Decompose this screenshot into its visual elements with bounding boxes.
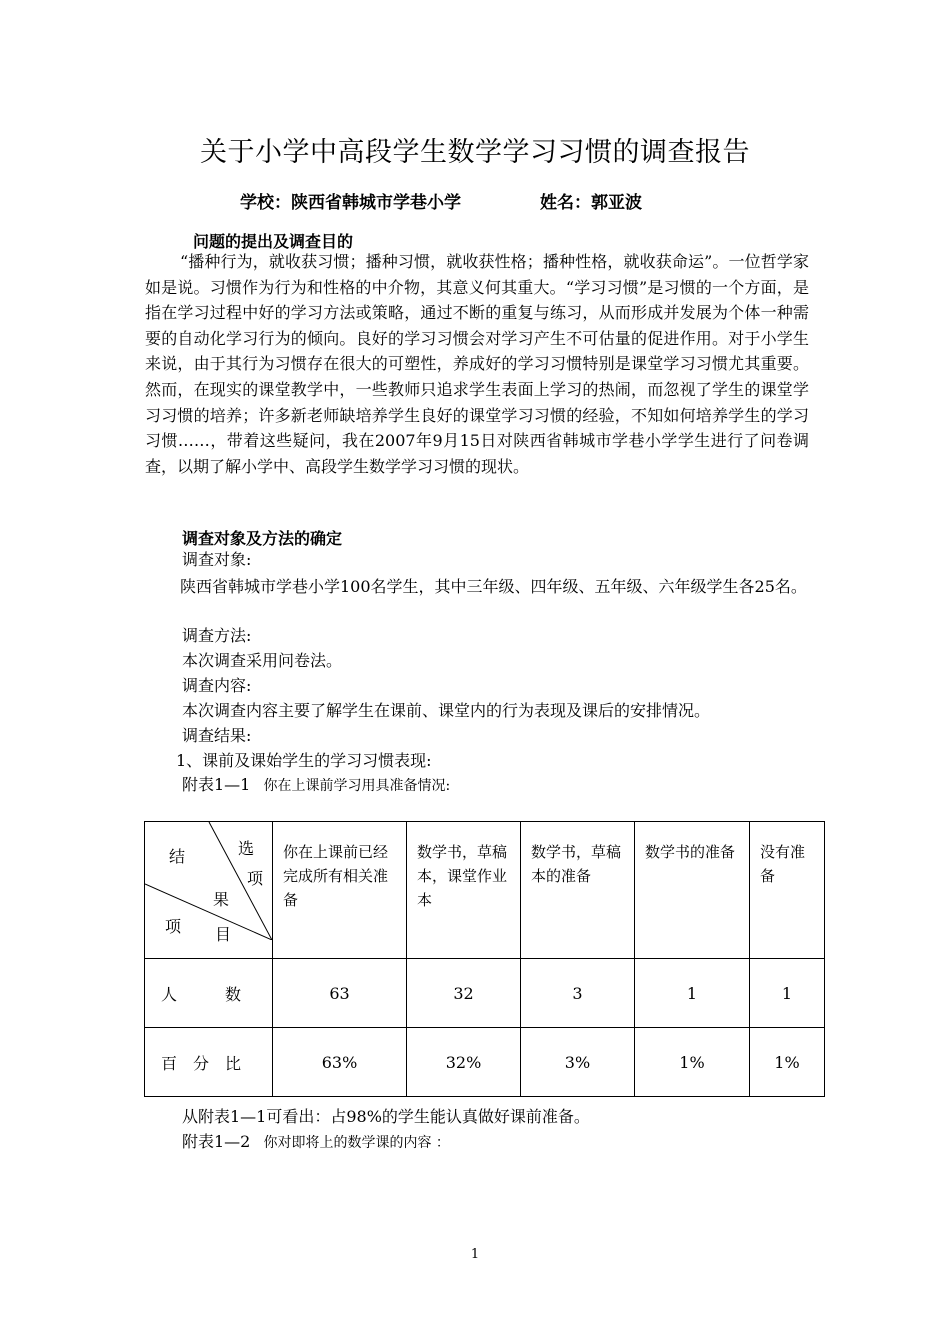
author-info: 姓名：郭亚波 bbox=[540, 193, 642, 213]
section1-paragraph: “播种行为，就收获习惯；播种习惯，就收获性格；播种性格，就收获命运”。一位哲学家如是说。习惯作为行为和性格的中介物，其意义何其重大。“学习习惯”是习惯的一个方面，是指在学习过程中好的学习方法或策略，通过不断的重复与练习，从而形成并发展为个体一种需要的自动化学习行为的倾向。良好的学习习惯会对学习产生不可估量的促进作用。对于小学生来说，由于其行为习惯存在很大的可塑性，养成好的学习习惯特别是课堂学习习惯尤其重要。然而，在现实的课堂教学中，一些教师只追求学生表面上学习的热闹，而忽视了学生的课堂学习习惯的培养；许多新老师缺培养学生良好的课堂学习习惯的经验，不知如何培养学生的学习习惯……，带着这些疑问，我在2007年9月15日对陕西省韩城市学巷小学学生进行了问卷调查，以期了解小学中、高段学生数学学习习惯的现状。 bbox=[145, 252, 809, 476]
result-label: 调查结果: bbox=[182, 726, 252, 745]
table2-caption-prefix: 附表1—2 bbox=[182, 1132, 251, 1151]
count-cell-2: 32 bbox=[407, 959, 521, 1028]
count-cell-4: 1 bbox=[635, 959, 750, 1028]
row-label-count: 人 数 bbox=[145, 959, 273, 1028]
corner-xiang-top: 项 bbox=[247, 869, 264, 888]
option-header-5: 没有准备 bbox=[750, 822, 825, 959]
percent-cell-1: 63% bbox=[273, 1028, 407, 1097]
percent-cell-5: 1% bbox=[750, 1028, 825, 1097]
option-header-4: 数学书的准备 bbox=[635, 822, 750, 959]
count-cell-5: 1 bbox=[750, 959, 825, 1028]
table1-caption bbox=[182, 774, 450, 797]
percent-cell-4: 1% bbox=[635, 1028, 750, 1097]
corner-xuan: 选 bbox=[238, 839, 255, 858]
row-label-percent: 百 分 比 bbox=[145, 1028, 273, 1097]
section1-heading: 问题的提出及调查目的 bbox=[193, 232, 354, 251]
corner-xiang-bottom: 项 bbox=[165, 917, 182, 936]
table1-caption-prefix: 附表1—1 bbox=[182, 775, 251, 794]
option-header-2: 数学书，草稿本，课堂作业本 bbox=[407, 822, 521, 959]
table1-conclusion: 从附表1—1可看出：占98%的学生能认真做好课前准备。 bbox=[182, 1107, 590, 1126]
percent-cell-3: 3% bbox=[521, 1028, 635, 1097]
content-text: 本次调查内容主要了解学生在课前、课堂内的行为表现及课后的安排情况。 bbox=[182, 701, 711, 720]
data-table bbox=[144, 821, 825, 1097]
option-header-1: 你在上课前已经完成所有相关准备 bbox=[273, 822, 407, 959]
count-cell-3: 3 bbox=[521, 959, 635, 1028]
method-label: 调查方法: bbox=[182, 626, 252, 645]
section2-heading: 调查对象及方法的确定 bbox=[182, 529, 343, 548]
count-cell-1: 63 bbox=[273, 959, 407, 1028]
report-title: 关于小学中高段学生数学学习习惯的调查报告 bbox=[200, 137, 750, 168]
result-item-1: 1、课前及课始学生的学习习惯表现: bbox=[176, 751, 432, 770]
table2-caption bbox=[182, 1131, 450, 1154]
method-text: 本次调查采用问卷法。 bbox=[182, 651, 343, 670]
table1-caption-text: 你在上课前学习用具准备情况: bbox=[263, 778, 451, 794]
percent-cell-2: 32% bbox=[407, 1028, 521, 1097]
subject-text: 陕西省韩城市学巷小学100名学生，其中三年级、四年级、五年级、六年级学生各25名。 bbox=[180, 577, 807, 596]
content-label: 调查内容: bbox=[182, 676, 252, 695]
table-row-count bbox=[145, 959, 825, 1028]
corner-guo: 果 bbox=[213, 890, 230, 909]
table-header-row bbox=[145, 822, 825, 959]
table2-caption-text: 你对即将上的数学课的内容 ： bbox=[263, 1135, 450, 1151]
table-corner-cell bbox=[145, 822, 273, 959]
corner-jie: 结 bbox=[169, 847, 186, 866]
school-info: 学校：陕西省韩城市学巷小学 bbox=[240, 193, 461, 213]
table-row-percent bbox=[145, 1028, 825, 1097]
corner-mu: 目 bbox=[215, 925, 232, 944]
subject-label: 调查对象: bbox=[182, 550, 252, 569]
page-number: 1 bbox=[470, 1247, 480, 1262]
option-header-3: 数学书，草稿本的准备 bbox=[521, 822, 635, 959]
